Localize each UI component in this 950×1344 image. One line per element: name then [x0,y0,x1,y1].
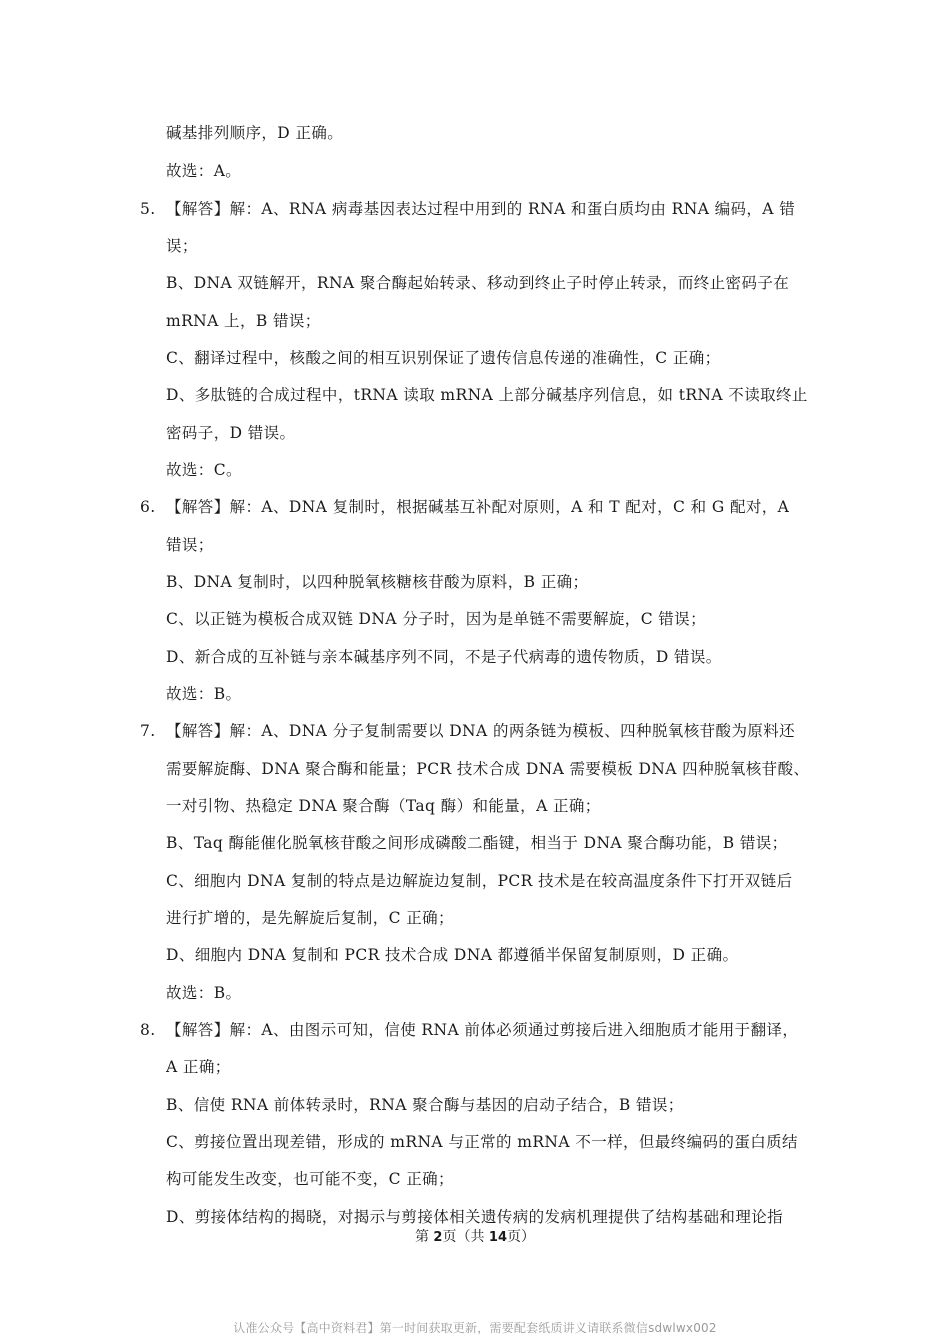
text-line: 进行扩增的，是先解旋后复制，C 正确； [166,909,454,927]
question-number: 8. [140,1021,156,1039]
text-line: 误； [166,237,198,255]
text-line: 需要解旋酶、DNA 聚合酶和能量；PCR 技术合成 DNA 需要模板 DNA 四种脱氧核苷酸、 [166,760,810,778]
text-line: 【解答】解：A、DNA 复制时，根据碱基互补配对原则，A 和 T 配对，C 和 G 配对，A [166,498,790,516]
text-line: 故选：B。 [166,685,242,703]
text-line: 【解答】解：A、DNA 分子复制需要以 DNA 的两条链为模板、四种脱氧核苷酸为原料还 [166,722,796,740]
text-line: 故选：B。 [166,984,242,1002]
text-line: mRNA 上，B 错误； [166,312,321,330]
question-number: 5. [140,200,156,218]
text-line: D、剪接体结构的揭晓，对揭示与剪接体相关遗传病的发病机理提供了结构基础和理论指 [166,1208,784,1226]
text-line: B、Taq 酶能催化脱氧核苷酸之间形成磷酸二酯键，相当于 DNA 聚合酶功能，B 错误； [166,834,788,852]
text-line: 密码子，D 错误。 [166,424,296,442]
text-line: 【解答】解：A、由图示可知，信使 RNA 前体必须通过剪接后进入细胞质才能用于翻译， [166,1021,799,1039]
text-line: 一对引物、热稳定 DNA 聚合酶（Taq 酶）和能量，A 正确； [166,797,601,815]
question-number: 6. [140,498,156,516]
watermark-text: 认准公众号【高中资料君】第一时间获取更新，需要配套纸质讲义请联系微信sdwlwx002 [233,1321,717,1335]
current-page: 2 [433,1230,443,1245]
text-line: C、翻译过程中，核酸之间的相互识别保证了遗传信息传递的准确性，C 正确； [166,349,721,367]
text-line: A 正确； [166,1058,231,1076]
page-prefix: 第 [414,1229,434,1245]
page-suffix: 页） [507,1229,536,1245]
question-number: 7. [140,722,156,740]
text-line: 故选：C。 [166,461,242,479]
text-line: B、DNA 复制时，以四种脱氧核糖核苷酸为原料，B 正确； [166,573,589,591]
total-pages: 14 [488,1230,508,1245]
text-line: 故选：A。 [166,162,242,180]
page-number [0,1227,950,1248]
text-line: C、剪接位置出现差错，形成的 mRNA 与正常的 mRNA 不一样，但最终编码的蛋白质结 [166,1133,798,1151]
text-line: D、多肽链的合成过程中，tRNA 读取 mRNA 上部分碱基序列信息，如 tRNA 不读取终止 [166,386,808,404]
text-line: C、细胞内 DNA 复制的特点是边解旋边复制，PCR 技术是在较高温度条件下打开双链后 [166,872,793,890]
page-mid: 页（共 [442,1229,489,1245]
text-line: D、新合成的互补链与亲本碱基序列不同，不是子代病毒的遗传物质，D 错误。 [166,648,722,666]
text-line: 【解答】解：A、RNA 病毒基因表达过程中用到的 RNA 和蛋白质均由 RNA 编码，A 错 [166,200,796,218]
text-line: C、以正链为模板合成双链 DNA 分子时，因为是单链不需要解旋，C 错误； [166,610,706,628]
text-line: 构可能发生改变，也可能不变，C 正确； [166,1170,454,1188]
text-line: 碱基排列顺序，D 正确。 [166,124,344,142]
text-line: B、信使 RNA 前体转录时，RNA 聚合酶与基因的启动子结合，B 错误； [166,1096,684,1114]
text-line: B、DNA 双链解开，RNA 聚合酶起始转录、移动到终止子时停止转录，而终止密码子在 [166,274,790,292]
text-line: D、细胞内 DNA 复制和 PCR 技术合成 DNA 都遵循半保留复制原则，D 正确。 [166,946,739,964]
text-line: 错误； [166,536,214,554]
